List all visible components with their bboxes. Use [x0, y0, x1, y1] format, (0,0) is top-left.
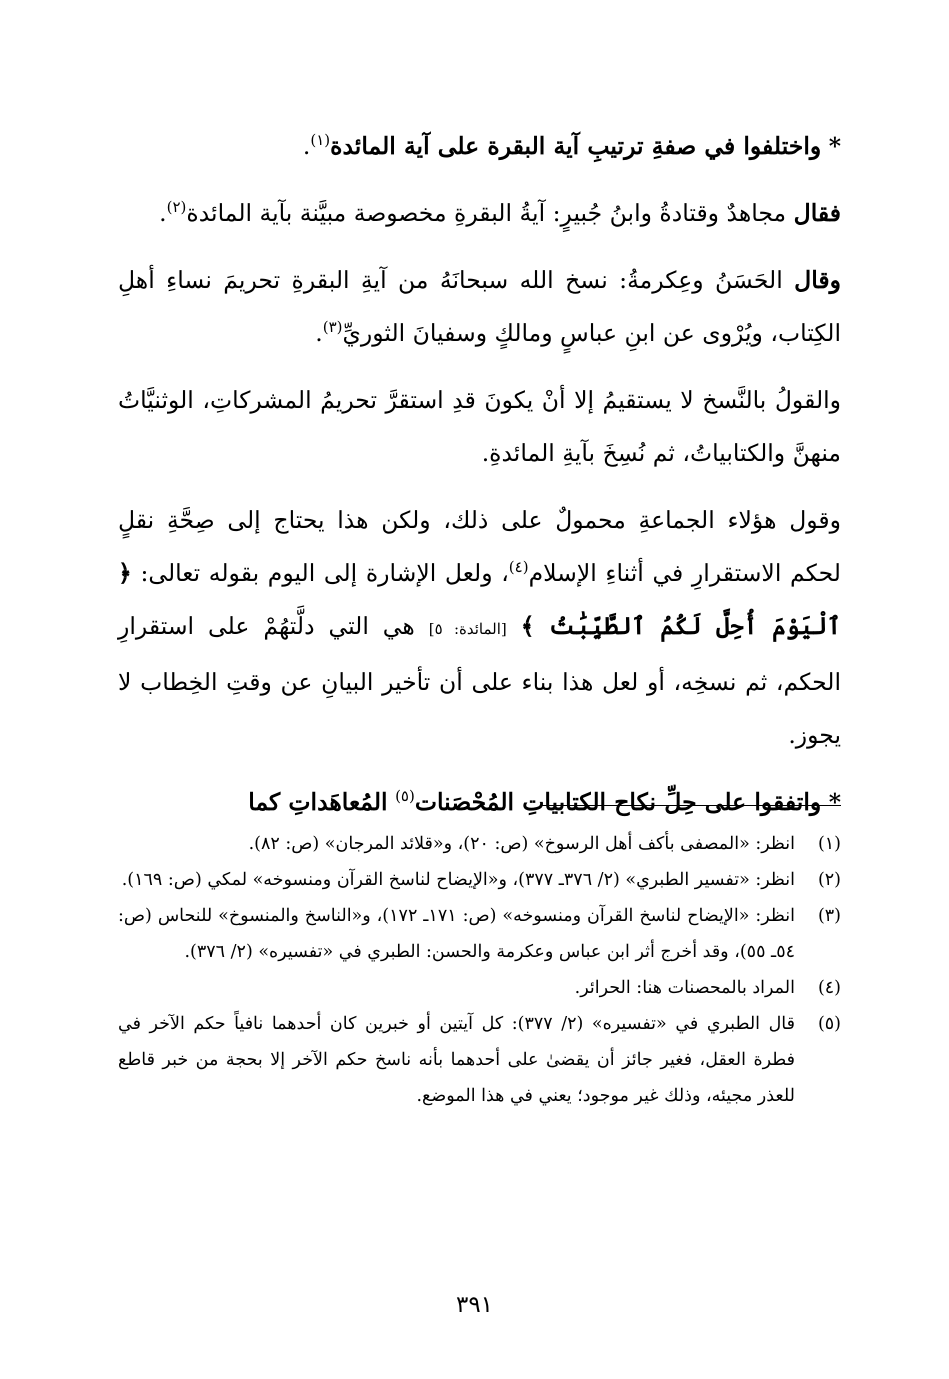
paragraph-bold-text: فقال	[793, 199, 841, 227]
quran-verse: ﴿ ٱلْيَوْمَ أُحِلَّ لَكُمُ ٱلطَّيِّبَٰتُ ﴾	[118, 559, 841, 640]
footnote-2	[118, 862, 841, 898]
footnote-text: قال الطبري في «تفسيره» (٢/ ٣٧٧): كل آيتين أو خبرين كان أحدهما نافياً حكم الآخر في فطرة العقل، فغير جائز أن يقضىٰ على أحدهما بأنه ناسخ حكم الآخر إلا بحجة من خبر قاطع للعذر مجيئه، وذلك غير موجود؛ يعني في هذا الموضع.	[118, 1014, 795, 1106]
footnote-text: المراد بالمحصنات هنا: الحرائر.	[574, 978, 795, 998]
footnote-separator	[541, 805, 841, 806]
paragraph-3	[118, 254, 841, 360]
footnote-ref-1[interactable]: (١)	[310, 131, 331, 150]
footnote-5	[118, 1006, 841, 1114]
footnote-text: انظر: «تفسير الطبري» (٢/ ٣٧٦ـ ٣٧٧)، و«الإيضاح لناسخ القرآن ومنسوخه» لمكي (ص: ١٦٩).	[121, 870, 795, 890]
paragraph-5	[118, 494, 841, 762]
bullet-mark: *	[828, 132, 841, 160]
footnote-number: (٣)	[817, 906, 841, 926]
main-text	[118, 120, 841, 843]
footnote-3	[118, 898, 841, 970]
paragraph-text: وقول هؤلاء الجماعةِ محمولٌ على ذلك، ولكن هذا يحتاج إلى صِحَّةِ نقلٍ لحكم الاستقرارِ في أثناءِ الإسلام	[118, 506, 841, 587]
footnote-ref-3[interactable]: (٣)	[322, 318, 343, 337]
paragraph-bold-text-continued: المُعاهَداتِ كما	[248, 788, 388, 816]
footnote-text: انظر: «المصفى بأكف أهل الرسوخ» (ص: ٢٠)، و«قلائد المرجان» (ص: ٨٢).	[248, 834, 795, 854]
paragraph-text: الحَسَنُ وعِكرمةُ: نسخ الله سبحانَهُ من آيةِ البقرةِ تحريمَ نساءِ أهلِ الكِتاب، ويُرْوى عن ابنِ عباسٍ ومالكٍ وسفيانَ الثوريِّ	[118, 266, 841, 347]
footnote-ref-2[interactable]: (٢)	[166, 198, 187, 217]
footnote-4	[118, 970, 841, 1006]
footnote-number: (٤)	[817, 978, 841, 998]
footnote-ref-4[interactable]: (٤)	[508, 558, 529, 577]
footnote-number: (١)	[817, 834, 841, 854]
paragraph-1	[118, 120, 841, 173]
paragraph-text: والقولُ بالنَّسخ لا يستقيمُ إلا أنْ يكونَ قدِ استقرَّ تحريمُ المشركاتِ، الوثنيَّاتُ منهنَّ والكتابياتُ، ثم نُسِخَ بآيةِ المائدةِ.	[118, 386, 841, 467]
paragraph-text-end: هي التي دلَّتهُمْ على استقرارِ الحكم، ثم نسخِه، أو لعل هذا بناء على أن تأخير البيانِ عن وقتِ الخِطاب لا يجوز.	[118, 612, 841, 749]
paragraph-tail: .	[315, 319, 323, 347]
bullet-mark: *	[828, 788, 841, 816]
footnote-number: (٥)	[817, 1014, 841, 1034]
paragraph-bold-text: واتفقوا على حِلِّ نكاح الكتابياتِ المُحْصَنات	[414, 788, 822, 816]
paragraph-bold-text: واختلفوا في صفةِ ترتيبِ آية البقرة على آية المائدة	[330, 132, 822, 160]
paragraph-2	[118, 187, 841, 240]
paragraph-text-continued: ، ولعل الإشارة إلى اليوم بقوله تعالى:	[140, 559, 509, 587]
paragraph-bold-text: وقال	[794, 266, 841, 294]
paragraph-text: مجاهدٌ وقتادةُ وابنُ جُبيرٍ: آيةُ البقرةِ مخصوصة مبيَّنة بآية المائدة	[186, 199, 787, 227]
footnote-number: (٢)	[817, 870, 841, 890]
page-number: ٣٩١	[455, 1292, 494, 1318]
verse-reference: [المائدة: ٥]	[428, 620, 507, 638]
footnote-1	[118, 826, 841, 862]
paragraph-4	[118, 374, 841, 480]
paragraph-tail: .	[159, 199, 167, 227]
paragraph-6	[118, 776, 841, 829]
footnotes	[118, 826, 841, 1114]
paragraph-tail: .	[302, 132, 311, 160]
footnote-text: انظر: «الإيضاح لناسخ القرآن ومنسوخه» (ص: ١٧١ـ ١٧٢)، و«الناسخ والمنسوخ» للنحاس (ص: ٥٤ـ ٥٥)، وقد أخرج أثر ابن عباس وعكرمة والحسن: الطبري في «تفسيره» (٢/ ٣٧٦).	[118, 906, 795, 962]
footnote-ref-5[interactable]: (٥)	[395, 787, 415, 806]
